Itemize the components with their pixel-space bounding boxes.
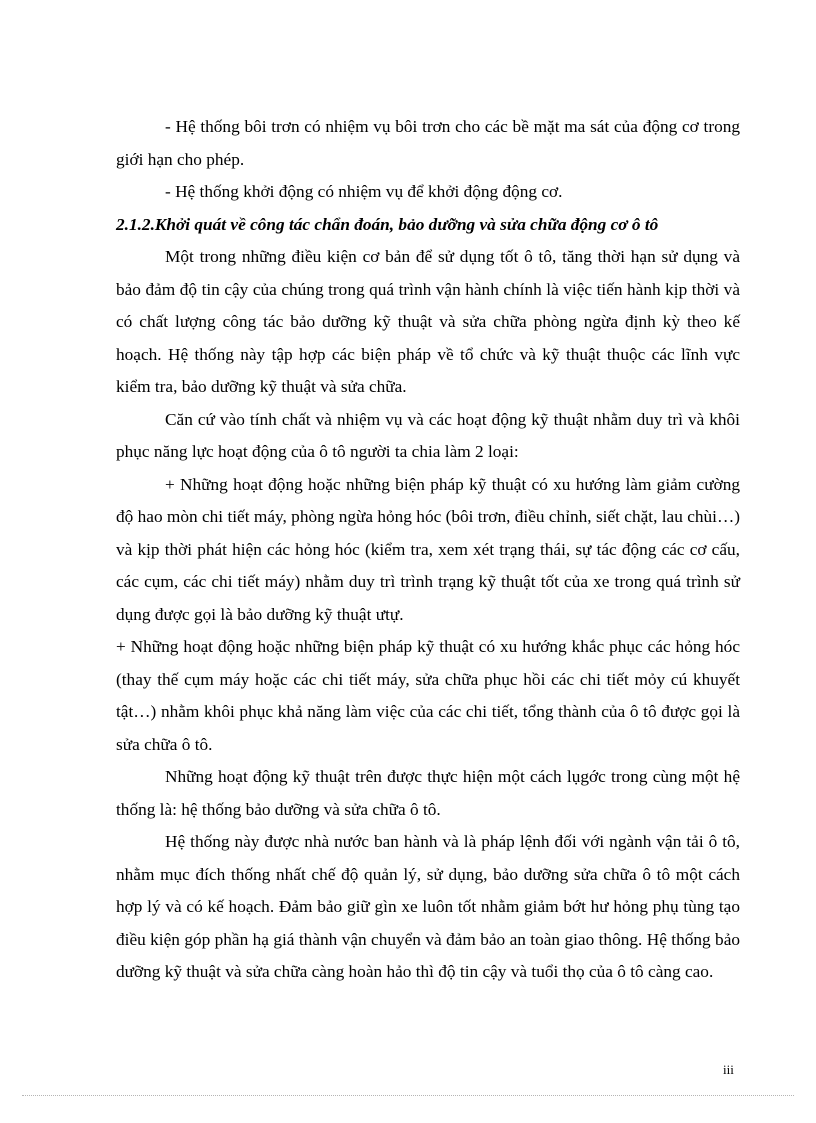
page-content: [116, 111, 740, 989]
section-heading: 2.1.2.Khởi quát về công tác chẩn đoán, bảo dưỡng và sửa chữa động cơ ô tô: [116, 214, 659, 234]
paragraph-body-4: + Những hoạt động hoặc những biện pháp kỹ thuật có xu hướng khắc phục các hỏng hóc (thay thế cụm máy hoặc các chi tiết máy, sửa chữa phục hồi các chi tiết mỏy cú khuyết tật…) nhằm khôi phục khả năng làm việc của các chi tiết, tổng thành của ô tô được gọi là sửa chữa ô tô.: [116, 637, 740, 754]
page-number: iii: [723, 1062, 734, 1077]
paragraph-starting-system: - Hệ thống khởi động có nhiệm vụ để khởi động động cơ.: [165, 182, 563, 201]
paragraph-lubrication-system: - Hệ thống bôi trơn có nhiệm vụ bôi trơn cho các bề mặt ma sát của động cơ trong giới hạn cho phép.: [116, 117, 740, 169]
paragraph-body-3: + Những hoạt động hoặc những biện pháp kỹ thuật có xu hướng làm giảm cường độ hao mòn chi tiết máy, phòng ngừa hỏng hóc (bôi trơn, điều chỉnh, siết chặt, lau chùi…) và kịp thời phát hiện các hỏng hóc (kiểm tra, xem xét trạng thái, sự tác động các cơ cấu, các cụm, các chi tiết máy) nhằm duy trì trình trạng kỹ thuật tốt của xe trong quá trình sử dụng được gọi là bảo dưỡng kỹ thuật ưtự.: [116, 474, 740, 624]
page-bottom-divider: [22, 1095, 794, 1096]
paragraph-body-6: Hệ thống này được nhà nước ban hành và là pháp lệnh đối với ngành vận tải ô tô, nhằm mục đích thống nhất chế độ quản lý, sử dụng, bảo dưỡng sửa chữa ô tô một cách hợp lý và có kế hoạch. Đảm bảo giữ gìn xe luôn tốt nhằm giảm bớt hư hỏng phụ tùng tạo điều kiện góp phần hạ giá thành vận chuyển và đảm bảo an toàn giao thông. Hệ thống bảo dưỡng kỹ thuật và sửa chữa càng hoàn hảo thì độ tin cậy và tuổi thọ của ô tô càng cao.: [116, 832, 740, 981]
paragraph-body-5: Những hoạt động kỹ thuật trên được thực hiện một cách lụgớc trong cùng một hệ thống là: hệ thống bảo dưỡng và sửa chữa ô tô.: [116, 767, 740, 819]
paragraph-body-1: Một trong những điều kiện cơ bản để sử dụng tốt ô tô, tăng thời hạn sử dụng và bảo đảm độ tin cậy của chúng trong quá trình vận hành chính là việc tiến hành kịp thời và có chất lượng công tác bảo dưỡng kỹ thuật và sửa chữa phòng ngừa định kỳ theo kế hoạch. Hệ thống này tập hợp các biện pháp về tổ chức và kỹ thuật thuộc các lĩnh vực kiểm tra, bảo dưỡng kỹ thuật và sửa chữa.: [116, 247, 740, 396]
paragraph-body-2: Căn cứ vào tính chất và nhiệm vụ và các hoạt động kỹ thuật nhằm duy trì và khôi phục năng lực hoạt động của ô tô người ta chia làm 2 loại:: [116, 409, 740, 461]
